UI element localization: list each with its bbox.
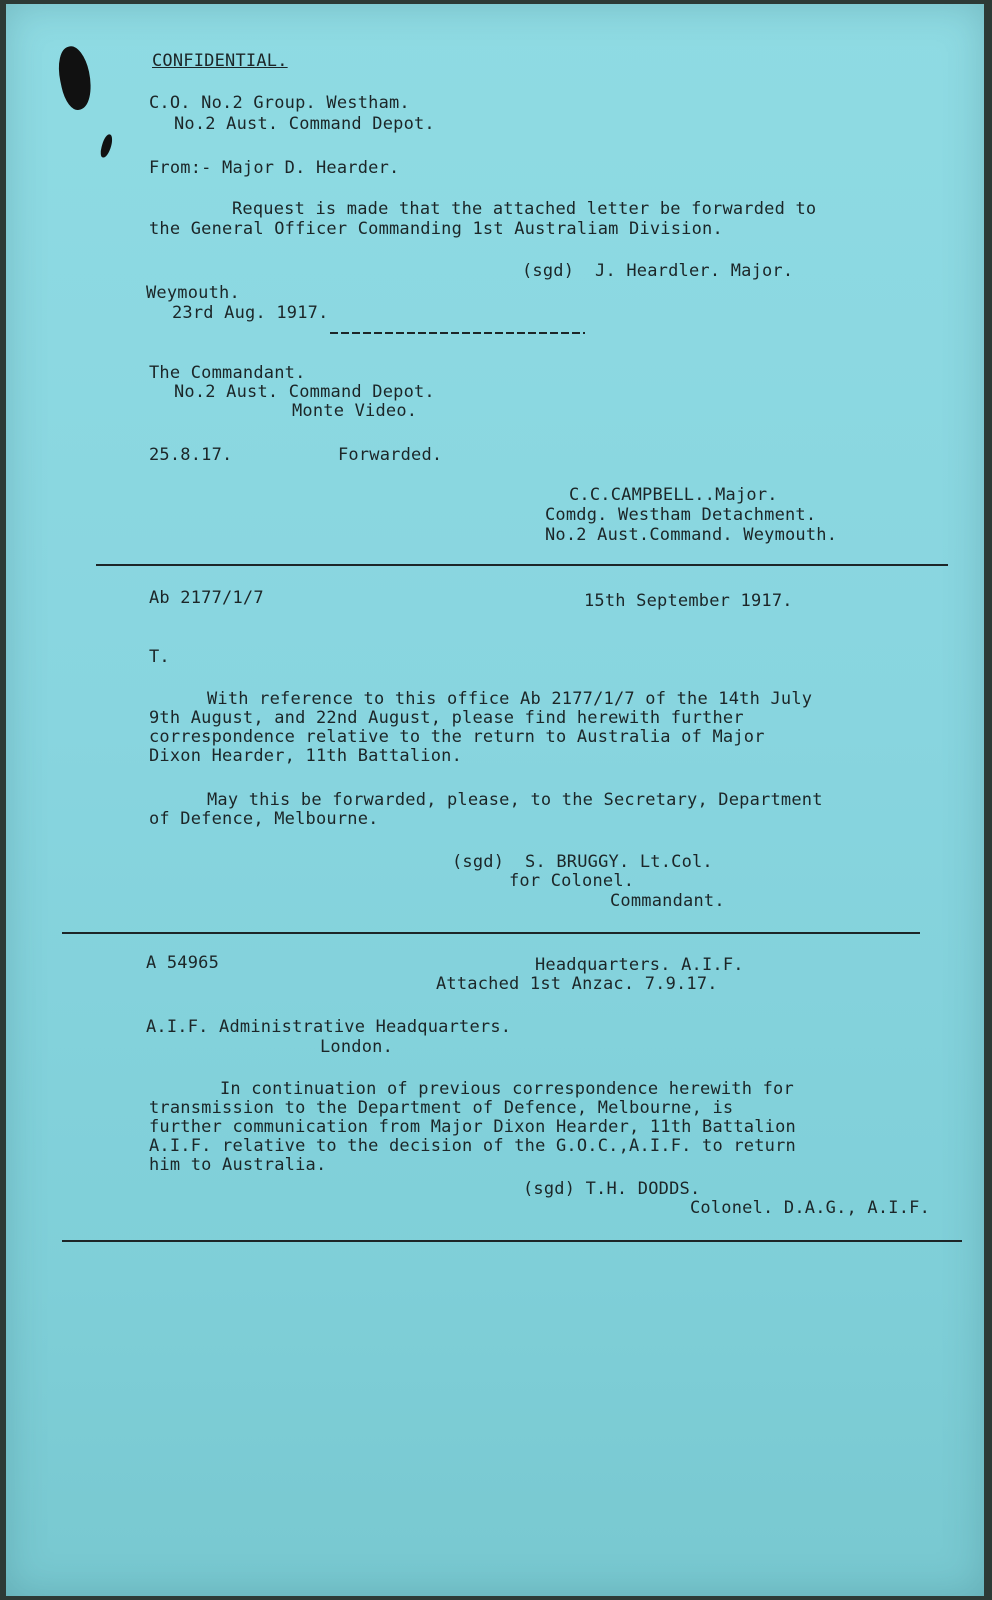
reference-para-line-3: correspondence relative to the return to Australia of Major bbox=[149, 727, 765, 747]
commandant-line-1: The Commandant. bbox=[149, 363, 306, 383]
dashed-separator bbox=[330, 332, 585, 334]
campbell-signature: C.C.CAMPBELL..Major. bbox=[569, 485, 778, 505]
date-23-aug: 23rd Aug. 1917. bbox=[172, 303, 329, 323]
section-divider-1 bbox=[96, 564, 948, 566]
continuation-para-line-5: him to Australia. bbox=[149, 1155, 327, 1175]
addressee-mark: T. bbox=[149, 647, 170, 667]
request-line-2: the General Officer Commanding 1st Australiam Division. bbox=[149, 219, 723, 239]
continuation-para-line-4: A.I.F. relative to the decision of the G.O.C.,A.I.F. to return bbox=[149, 1136, 796, 1156]
reference-para-line-2: 9th August, and 22nd August, please find herewith further bbox=[149, 708, 744, 728]
bruggy-signature: (sgd) S. BRUGGY. Lt.Col. bbox=[452, 852, 713, 872]
forward-date: 25.8.17. bbox=[149, 445, 233, 465]
hearder-signature: (sgd) J. Heardler. Major. bbox=[522, 261, 794, 281]
reference-para-line-4: Dixon Hearder, 11th Battalion. bbox=[149, 746, 463, 766]
reference-a54965: A 54965 bbox=[146, 953, 220, 973]
campbell-unit: No.2 Aust.Command. Weymouth. bbox=[545, 525, 838, 545]
forward-request-line-2: of Defence, Melbourne. bbox=[149, 809, 379, 829]
commandant-line-2: No.2 Aust. Command Depot. bbox=[174, 382, 435, 402]
bruggy-commandant: Commandant. bbox=[610, 891, 725, 911]
recipient-line-1: C.O. No.2 Group. Westham. bbox=[149, 93, 410, 113]
dodds-title: Colonel. D.A.G., A.I.F. bbox=[690, 1198, 931, 1218]
dodds-signature: (sgd) T.H. DODDS. bbox=[523, 1179, 701, 1199]
continuation-para-line-3: further communication from Major Dixon Hearder, 11th Battalion bbox=[149, 1117, 796, 1137]
bruggy-for-colonel: for Colonel. bbox=[509, 871, 635, 891]
reference-ab: Ab 2177/1/7 bbox=[149, 588, 264, 608]
section-divider-2 bbox=[62, 932, 920, 934]
date-15-sept: 15th September 1917. bbox=[584, 591, 793, 611]
reference-para-line-1: With reference to this office Ab 2177/1/7 of the 14th July bbox=[207, 689, 813, 709]
hq-line-1: Headquarters. A.I.F. bbox=[535, 955, 744, 975]
admin-hq-line-1: A.I.F. Administrative Headquarters. bbox=[146, 1017, 512, 1037]
admin-hq-line-2: London. bbox=[320, 1037, 394, 1057]
forwarded-note: Forwarded. bbox=[338, 445, 443, 465]
request-line-1: Request is made that the attached letter be forwarded to bbox=[232, 199, 817, 219]
place-weymouth: Weymouth. bbox=[146, 283, 240, 303]
campbell-title: Comdg. Westham Detachment. bbox=[545, 505, 817, 525]
recipient-line-2: No.2 Aust. Command Depot. bbox=[174, 114, 435, 134]
section-divider-3 bbox=[62, 1240, 962, 1242]
ink-blot-small bbox=[99, 133, 114, 159]
from-line: From:- Major D. Hearder. bbox=[149, 158, 400, 178]
forward-request-line-1: May this be forwarded, please, to the Secretary, Department bbox=[207, 790, 823, 810]
commandant-line-3: Monte Video. bbox=[292, 401, 418, 421]
continuation-para-line-2: transmission to the Department of Defence, Melbourne, is bbox=[149, 1098, 734, 1118]
ink-blot bbox=[54, 44, 97, 113]
hq-line-2: Attached 1st Anzac. 7.9.17. bbox=[436, 974, 718, 994]
continuation-para-line-1: In continuation of previous correspondence herewith for bbox=[220, 1079, 794, 1099]
confidential-heading: CONFIDENTIAL. bbox=[152, 51, 288, 71]
